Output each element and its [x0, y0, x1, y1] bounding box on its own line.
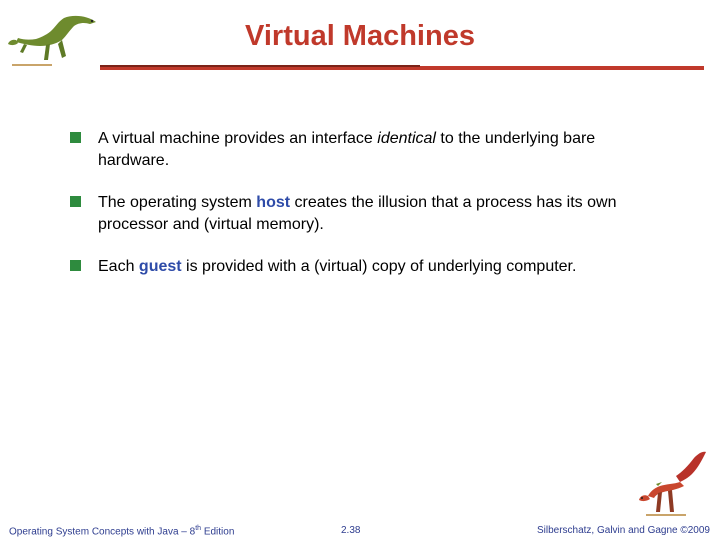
- bullet-text: The operating system: [98, 194, 257, 211]
- footer-edition-sup: th: [195, 525, 202, 532]
- bullet-item: [70, 128, 660, 172]
- bullet-list: [70, 128, 660, 298]
- footer-edition-text: Edition: [201, 526, 235, 538]
- bullet-item: [70, 192, 660, 236]
- footer-book-title: [9, 525, 234, 537]
- bullet-square-icon: [70, 260, 81, 271]
- bullet-square-icon: [70, 132, 81, 143]
- bullet-text: is provided with a (virtual) copy of underlying computer.: [181, 258, 577, 275]
- bullet-text: to the underlying bare hardware.: [98, 130, 596, 169]
- dinosaur-logo-bottom-icon: [636, 446, 712, 524]
- bullet-emphasis: identical: [377, 130, 436, 147]
- bullet-square-icon: [70, 196, 81, 207]
- bullet-keyword-host: host: [256, 194, 291, 211]
- footer-book-title-text: Operating System Concepts with Java – 8: [9, 526, 196, 538]
- bullet-keyword-guest: guest: [138, 258, 182, 275]
- bullet-text: A virtual machine provides an interface: [98, 130, 378, 147]
- bullet-text: creates the illusion that a process has its own processor and (virtual memory).: [98, 194, 617, 233]
- footer-page-number: 2.38: [341, 525, 361, 536]
- title-underline-accent: [100, 65, 420, 67]
- footer-authors: Silberschatz, Galvin and Gagne ©2009: [536, 525, 710, 536]
- slide-title: Virtual Machines: [245, 20, 475, 52]
- bullet-item: [70, 256, 660, 278]
- bullet-text: Each: [98, 258, 139, 275]
